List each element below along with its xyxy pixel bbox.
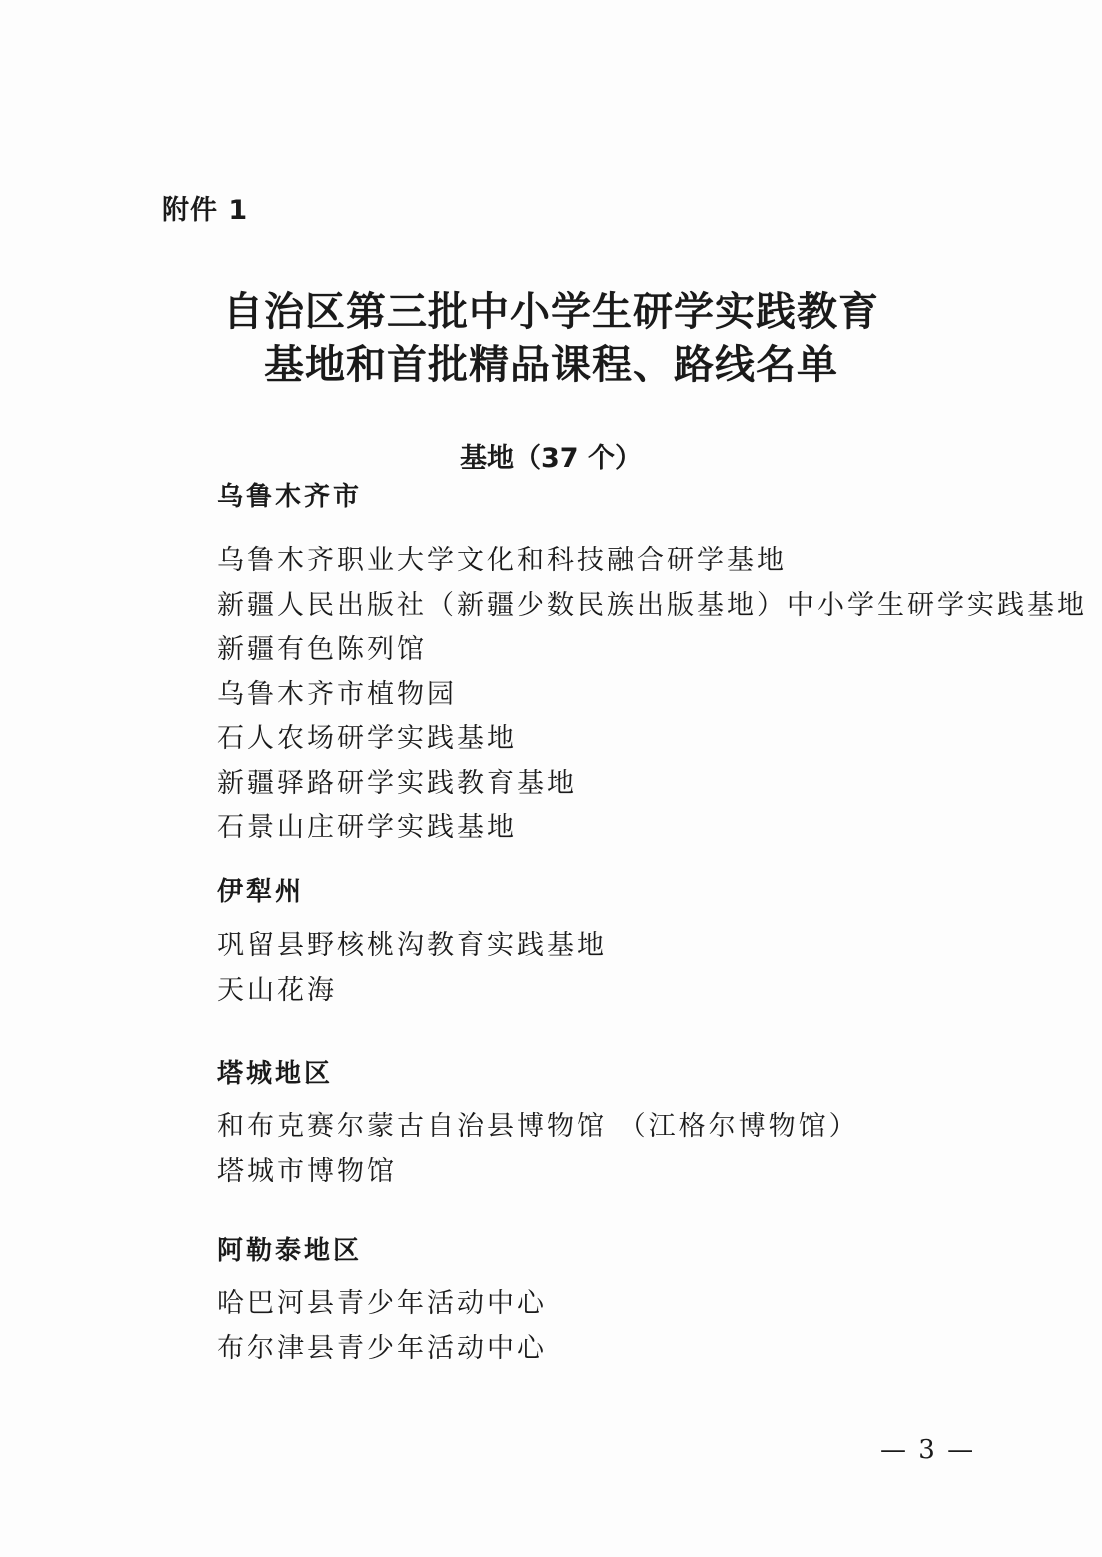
base-list-item: 新疆驿路研学实践教育基地 (217, 767, 577, 799)
attachment-label: 附件 1 (162, 195, 249, 226)
base-list-item: 乌鲁木齐市植物园 (217, 678, 457, 710)
page-number: — 3 — (880, 1435, 976, 1465)
base-list (217, 924, 607, 1013)
region-group-altay (217, 1234, 547, 1371)
base-list-item: 新疆有色陈列馆 (217, 634, 427, 665)
base-list-item: 石人农场研学实践基地 (217, 723, 517, 754)
base-list-item: 天山花海 (217, 974, 337, 1006)
region-group-tacheng (217, 1057, 859, 1194)
base-list-item: 石景山庄研学实践基地 (217, 812, 517, 843)
base-list-item: 和布克赛尔蒙古自治县博物馆 （江格尔博物馆） (217, 1111, 859, 1142)
region-title: 阿勒泰地区 (217, 1236, 363, 1266)
base-list-item: 巩留县野核桃沟教育实践基地 (217, 930, 607, 961)
base-list (217, 539, 1087, 851)
document-title-line-1: 自治区第三批中小学生研学实践教育 (223, 289, 879, 335)
base-list-item: 布尔津县青少年活动中心 (217, 1332, 547, 1364)
base-list (217, 1282, 547, 1371)
region-group-ili (217, 875, 607, 1013)
section-heading: 基地（37 个） (460, 443, 642, 474)
region-title: 伊犁州 (217, 877, 305, 907)
region-group-urumqi (217, 480, 1087, 851)
base-list (217, 1105, 859, 1194)
region-title: 乌鲁木齐市 (217, 482, 363, 512)
base-list-item: 哈巴河县青少年活动中心 (217, 1288, 547, 1319)
region-title: 塔城地区 (217, 1059, 334, 1089)
document-title-line-2: 基地和首批精品课程、路线名单 (264, 342, 838, 388)
base-list-item: 乌鲁木齐职业大学文化和科技融合研学基地 (217, 545, 787, 576)
base-list-item: 塔城市博物馆 (217, 1155, 397, 1187)
base-list-item: 新疆人民出版社（新疆少数民族出版基地）中小学生研学实践基地 (217, 589, 1087, 621)
